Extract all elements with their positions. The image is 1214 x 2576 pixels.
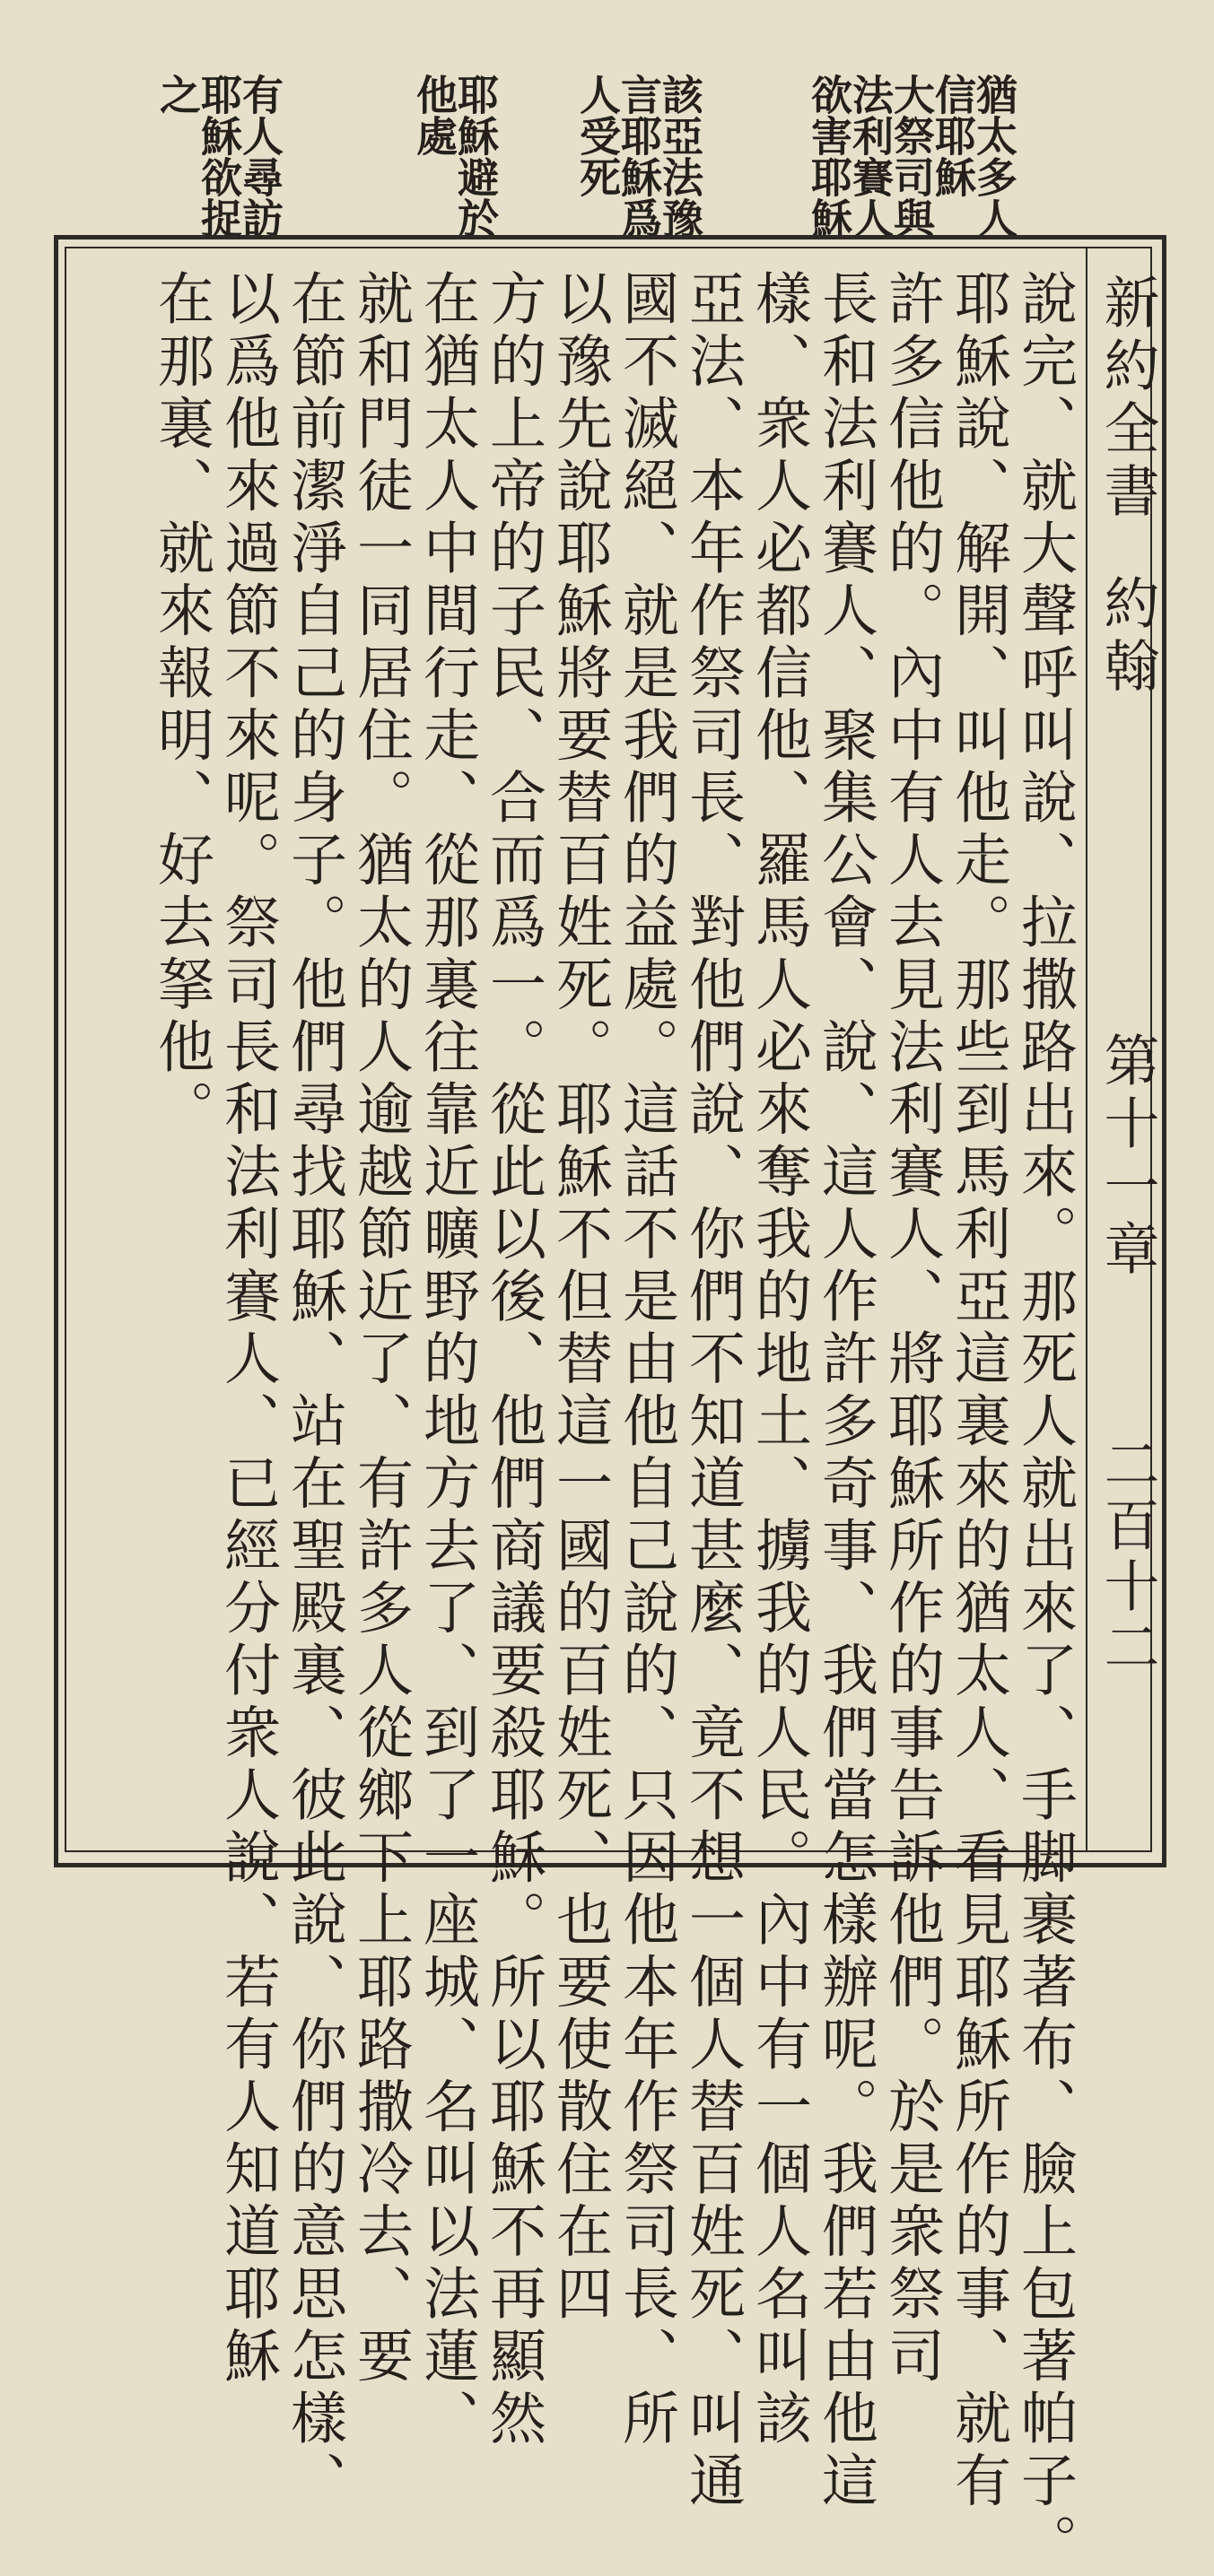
text-column: 國不滅絕、就是我們的益處。這話不是由他自己說的、只因他本年作祭司長、所 [614,269,679,2451]
gospel-name: 約翰 [1095,574,1160,700]
header-divider [1086,247,1087,1852]
page-number: 二百十二 [1095,1435,1160,1679]
margin-note: 有人尋訪 [236,74,284,239]
text-column: 在那裏、就來報明、好去拏他。 [149,269,214,1142]
text-column: 在猶太人中間行走、從那裏往靠近曠野的地方去了、到了一座城、名叫以法蓮、 [415,269,480,2451]
text-column: 長和法利賽人、聚集公會、說、這人作許多奇事、我們當怎樣辦呢。我們若由他這 [813,269,878,2513]
text-column: 在節前潔淨自己的身子。他們尋找耶穌、站在聖殿裏、彼此說、你們的意思怎樣、 [282,269,347,2513]
margin-note: 言耶穌爲 [615,74,663,239]
margin-note: 大祭司與 [887,74,936,239]
text-column: 方的上帝的子民、合而爲一。從此以後、他們商議要殺耶穌。所以耶穌不再顯然 [481,269,546,2451]
margin-note: 猶太多人 [970,74,1018,239]
margin-note: 欲害耶穌 [805,74,853,239]
margin-note: 耶穌避於 [451,74,500,239]
margin-note: 該亞法豫 [656,74,704,239]
margin-note: 他處 [410,74,459,156]
text-column: 許多信他的。內中有人去見法利賽人、將耶穌所作的事告訴他們。於是衆祭司 [879,269,945,2389]
margin-note: 人受死 [573,74,622,197]
text-column: 亞法、本年作祭司長、對他們說、你們不知道甚麼、竟不想一個人替百姓死、叫通 [680,269,746,2513]
margin-note: 信耶穌 [929,74,977,197]
text-column: 以豫先說耶穌將要替百姓死。耶穌不但替這一國的百姓死、也要使散住在四 [547,269,613,2327]
chapter-label: 第十一章 [1095,1031,1160,1283]
text-column: 以爲他來過節不來呢。祭司長和法利賽人、已經分付衆人說、若有人知道耶穌 [215,269,281,2389]
text-column: 樣、衆人必都信他、羅馬人必來奪我的地土、擄我的人民。內中有一個人名叫該 [747,269,812,2451]
margin-note: 耶穌欲捉 [195,74,243,239]
margin-note: 法利賽人 [846,74,895,239]
text-column: 耶穌說、解開、叫他走。那些到馬利亞這裏來的猶太人、看見耶穌所作的事、就有 [946,269,1011,2513]
book-title: 新約全書 [1095,274,1160,525]
margin-note: 之 [153,74,202,115]
text-column: 就和門徒一同居住。猶太的人逾越節近了、有許多人從鄉下上耶路撒冷去、要 [348,269,414,2389]
text-column: 說完、就大聲呼叫說、拉撒路出來。那死人就出來了、手脚裹著布、臉上包著帕子。 [1012,269,1078,2576]
